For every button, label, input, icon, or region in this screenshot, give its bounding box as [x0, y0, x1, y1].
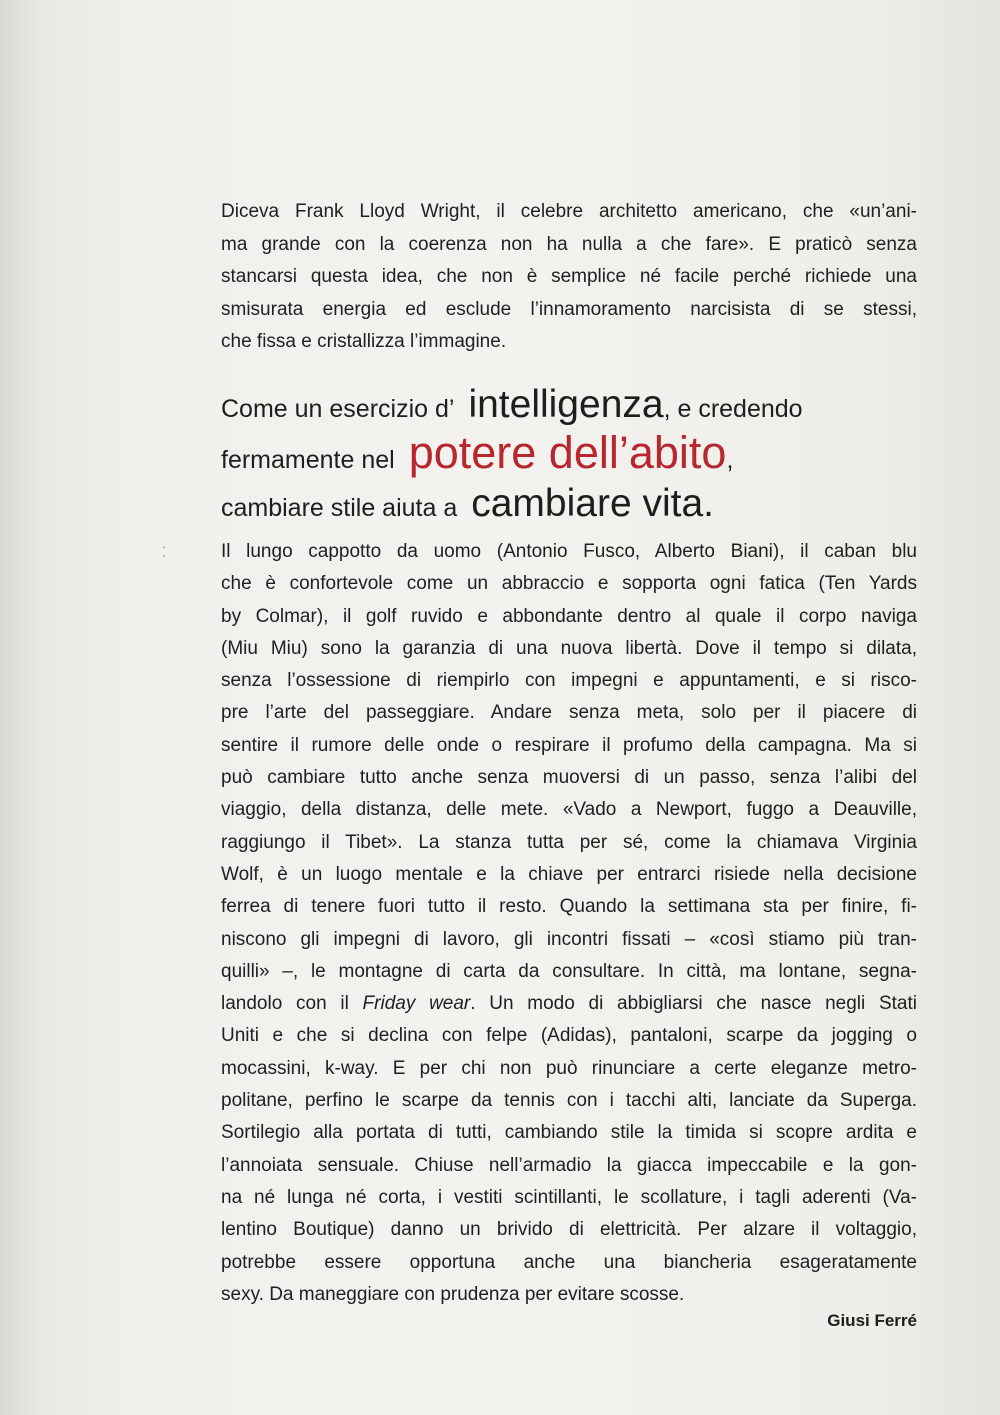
pull-quote-line-2 [221, 427, 921, 484]
pull-quote-text: cambiare stile aiuta a [221, 494, 458, 522]
pull-quote-emphasis: cambiare vita. [471, 482, 714, 525]
intro-paragraph [221, 196, 917, 359]
pull-quote-line-3 [221, 484, 921, 532]
body-line: viaggio, della distanza, delle mete. «Vado a Newport, fuggo a Deauville, [221, 799, 917, 821]
intro-line: che fissa e cristallizza l’immagine. [221, 331, 507, 352]
body-line: sentire il rumore delle onde o respirare il profumo della campagna. Ma si [221, 734, 917, 756]
body-line: by Colmar), il golf ruvido e abbondante dentro al quale il corpo naviga [221, 605, 917, 627]
pull-quote-text: fermamente nel [221, 446, 395, 474]
intro-line: ma grande con la coerenza non ha nulla a che fare». E praticò senza [221, 233, 917, 255]
body-line: na né lunga né corta, i vestiti scintillanti, le scollature, i tagli aderenti (Va- [221, 1186, 917, 1208]
pull-quote [221, 385, 921, 532]
body-line: raggiungo il Tibet». La stanza tutta per sé, come la chiamava Virginia [221, 831, 917, 853]
body-line: quilli» –, le montagne di carta da consultare. In città, ma lontane, segna- [221, 960, 917, 982]
pull-quote-emphasis: intelligenza [468, 383, 664, 426]
body-line: Il lungo cappotto da uomo (Antonio Fusco, Alberto Biani), il caban blu [221, 541, 917, 562]
body-line: Sortilegio alla portata di tutti, cambiando stile la timida si scopre ardita e [221, 1122, 917, 1144]
body-paragraph [221, 536, 917, 1311]
intro-line: smisurata energia ed esclude l’innamoramento narcisista di se stessi, [221, 298, 917, 320]
intro-line: stancarsi questa idea, che non è semplice né facile perché richiede una [221, 266, 917, 287]
body-line: lentino Boutique) danno un brivido di elettricità. Per alzare il voltaggio, [221, 1219, 917, 1241]
body-line: Wolf, è un luogo mentale e la chiave per entrarci risiede nella decisione [221, 863, 917, 885]
pull-quote-highlight: potere dell’abito [408, 427, 727, 478]
body-line-text: . Un modo di abbigliarsi che nasce negli Stati [470, 993, 917, 1015]
body-line-italic [221, 988, 917, 1020]
body-line: può cambiare tutto anche senza muoversi di un passo, senza l’alibi del [221, 767, 917, 789]
body-line: (Miu Miu) sono la garanzia di una nuova libertà. Dove il tempo si dilata, [221, 637, 917, 659]
author-signature: Giusi Ferré [827, 1311, 917, 1330]
body-line: ferrea di tenere fuori tutto il resto. Quando la settimana sta per finire, fi- [221, 896, 917, 918]
body-line: senza l’ossessione di riempirlo con impegni e appuntamenti, e si risco- [221, 670, 917, 692]
body-line: pre l’arte del passeggiare. Andare senza meta, solo per il piacere di [221, 702, 917, 724]
body-line: politane, perfino le scarpe da tennis con i tacchi alti, lanciate da Superga. [221, 1090, 917, 1112]
intro-line: Diceva Frank Lloyd Wright, il celebre architetto americano, che «un’ani- [221, 201, 917, 222]
pull-quote-text: , [726, 446, 734, 474]
margin-mark: ⁚ [162, 544, 167, 560]
body-line: l’annoiata sensuale. Chiuse nell’armadio la giacca impeccabile e la gon- [221, 1154, 917, 1176]
body-line-text: landolo con il [221, 993, 349, 1015]
body-line: potrebbe essere opportuna anche una biancheria esageratamente [221, 1251, 917, 1273]
body-line: che è confortevole come un abbraccio e sopporta ogni fatica (Ten Yards [221, 573, 917, 595]
body-line: sexy. Da maneggiare con prudenza per evitare scosse. [221, 1283, 685, 1305]
pull-quote-text: Come un esercizio d’ [221, 395, 455, 423]
pull-quote-line-1 [221, 385, 921, 433]
body-line: Uniti e che si declina con felpe (Adidas), pantaloni, scarpe da jogging o [221, 1025, 917, 1047]
body-line: niscono gli impegni di lavoro, gli incontri fissati – «così stiamo più tran- [221, 928, 917, 950]
friday-wear-term: Friday wear [362, 993, 471, 1015]
body-line: mocassini, k-way. E per chi non può rinunciare a certe eleganze metro- [221, 1057, 917, 1079]
pull-quote-text: , e credendo [663, 395, 803, 423]
